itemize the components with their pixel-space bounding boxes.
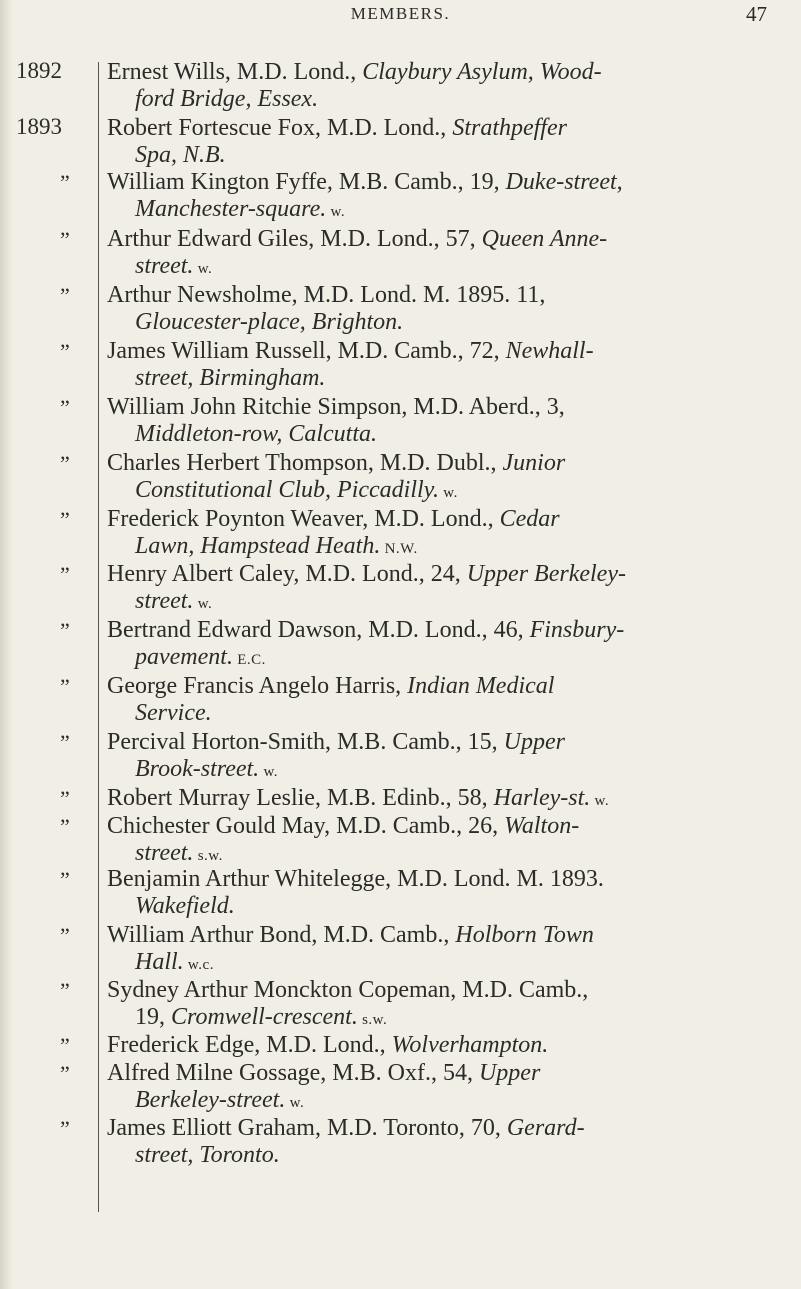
member-entry [0,281,801,337]
postal-district: w. [590,793,610,809]
member-address: Harley-st. [493,785,591,811]
entry-line-1 [107,225,607,253]
entry-line-2 [135,252,212,283]
member-entry [0,1059,801,1114]
postal-district: w. [326,204,346,220]
member-entry [0,337,801,393]
member-name-qualification: Alfred Milne Gossage, M.B. Oxf., 54, [107,1060,479,1086]
member-address: Lawn, Hampstead Heath. [135,533,381,559]
member-address: street, Birmingham. [135,365,326,391]
member-entry [0,225,801,281]
member-name-qualification: William Arthur Bond, M.D. Camb., [107,922,456,948]
postal-district: s.w. [357,1012,388,1028]
postal-district: w. [193,261,213,277]
entry-line-1 [107,449,565,477]
member-address: Hall. [135,949,184,975]
page-number: 47 [746,2,767,26]
election-year: ” [60,730,70,755]
postal-district: N.W. [380,541,418,557]
member-address: Berkeley-street. [135,1087,286,1113]
member-address: Upper [503,729,565,755]
election-year: ” [60,1033,70,1058]
member-address: Junior [502,450,566,476]
member-entry [0,728,801,784]
entry-line-1 [107,281,545,309]
member-address: Manchester-square. [135,196,327,222]
election-year: ” [60,451,70,476]
election-year: ” [60,674,70,699]
member-name-qualification: James Elliott Graham, M.D. Toronto, 70, [107,1115,507,1141]
postal-district: s.w. [193,848,223,864]
member-name-qualification: Percival Horton-Smith, M.B. Camb., 15, [107,729,504,755]
member-name-qualification: Henry Albert Caley, M.D. Lond., 24, [107,561,467,587]
entry-line-1 [107,812,579,840]
election-year: ” [60,170,70,195]
member-address: Constitutional Club, Piccadilly. [135,477,439,503]
postal-district: w. [259,764,279,780]
election-year: ” [60,814,70,839]
entry-line-1 [107,1059,540,1087]
entry-line-2 [135,364,325,392]
entry-line-1 [107,1114,585,1142]
entry-line-2 [135,195,345,226]
postal-district: w. [193,596,213,612]
entry-line-2 [135,699,212,727]
election-year: ” [60,283,70,308]
postal-district: w. [285,1095,305,1111]
entry-line-2 [135,308,403,336]
member-name-qualification: Bertrand Edward Dawson, M.D. Lond., 46, [107,617,530,643]
entry-line-1 [107,393,565,421]
entry-line-2 [135,587,212,618]
entry-line-2 [135,85,318,113]
member-address: Indian Medical [407,673,555,699]
member-entry [0,1114,801,1170]
election-year: ” [60,227,70,252]
entry-line-2 [135,476,458,507]
election-year: ” [60,1116,70,1141]
member-entry [0,114,801,168]
member-entry [0,865,801,921]
election-year: ” [60,923,70,948]
entry-line-1 [107,672,554,700]
entry-line-2 [135,1086,304,1117]
entry-line-1 [107,114,567,142]
member-entry [0,616,801,672]
member-name-qualification: Chichester Gould May, M.D. Camb., 26, [107,813,505,839]
member-name-qualification: Charles Herbert Thompson, M.D. Dubl., [107,450,503,476]
member-address: street. [135,588,194,614]
election-year: 1893 [16,114,62,139]
entry-line-1 [107,784,609,815]
election-year: ” [60,978,70,1003]
member-address: Upper [478,1060,541,1086]
election-year: ” [60,867,70,892]
member-address: Brook-street. [135,756,260,782]
member-entry [0,976,801,1031]
member-address: Claybury Asylum, Wood- [362,59,602,85]
member-entry [0,812,801,865]
entry-line-1 [107,865,604,893]
election-year: ” [60,1061,70,1086]
entry-line-1 [107,1031,548,1059]
address-number: 19, [135,1004,171,1030]
entry-line-1 [107,921,594,949]
entry-line-1 [107,616,624,644]
member-entry [0,505,801,560]
member-address: Queen Anne- [481,226,608,252]
member-name-qualification: George Francis Angelo Harris, [107,673,408,699]
entry-line-2 [135,755,278,786]
entry-line-2 [135,1003,387,1034]
member-address: Strathpeffer [452,115,567,141]
member-address: ford Bridge, Essex. [135,86,319,112]
running-head: MEMBERS. [350,4,451,23]
election-year: 1892 [16,58,62,83]
member-entry [0,168,801,225]
member-list [0,58,801,1170]
member-address: Middleton-row, Calcutta. [135,421,377,447]
member-address: street. [135,840,194,866]
entry-line-2 [135,948,214,979]
entry-line-2 [135,892,235,920]
member-entry [0,393,801,449]
member-address: street, Toronto. [135,1142,280,1168]
postal-district: E.C. [232,652,266,668]
member-address: Cromwell-crescent. [171,1004,358,1030]
member-address: Wakefield. [135,893,235,919]
member-name-qualification: Benjamin Arthur Whitelegge, M.D. Lond. M. 1893. [107,866,604,892]
member-name-qualification: Ernest Wills, M.D. Lond., [107,59,363,85]
entry-line-1 [107,728,565,756]
member-address: Walton- [504,813,580,839]
member-name-qualification: James William Russell, M.D. Camb., 72, [107,338,506,364]
election-year: ” [60,339,70,364]
election-year: ” [60,507,70,532]
member-address: Cedar [499,506,560,532]
member-address: Gerard- [506,1115,585,1141]
entry-line-1 [107,168,623,196]
postal-district: w.c. [183,957,214,973]
entry-line-1 [107,58,602,86]
member-entry [0,560,801,616]
entry-line-1 [107,560,626,588]
member-name-qualification: William Kington Fyffe, M.B. Camb., 19, [107,169,506,195]
member-name-qualification: Frederick Poynton Weaver, M.D. Lond., [107,506,500,532]
member-name-qualification: Arthur Newsholme, M.D. Lond. M. 1895. 11, [107,282,546,308]
member-address: Duke-street, [505,169,623,195]
entry-line-1 [107,337,594,365]
entry-line-2 [135,532,418,563]
member-address: Service. [135,700,212,726]
member-address: Holborn Town [455,922,594,948]
member-entry [0,1031,801,1059]
member-entry [0,672,801,728]
postal-district: w. [439,485,458,501]
member-entry [0,449,801,505]
member-entry [0,921,801,976]
member-address: pavement. [135,644,233,670]
member-name-qualification: Robert Fortescue Fox, M.D. Lond., [107,115,453,141]
member-entry [0,58,801,114]
member-name-qualification: Robert Murray Leslie, M.B. Edinb., 58, [107,785,494,811]
member-address: Wolverhampton. [391,1032,549,1058]
page-header [0,4,801,28]
member-name-qualification: Arthur Edward Giles, M.D. Lond., 57, [107,226,482,252]
member-entry [0,784,801,812]
election-year: ” [60,395,70,420]
entry-line-2 [135,420,377,448]
election-year: ” [60,786,70,811]
member-address: Upper Berkeley- [466,561,626,587]
entry-line-2 [135,141,226,169]
member-address: Finsbury- [529,617,625,643]
member-address: street. [135,253,194,279]
entry-line-2 [135,1141,280,1169]
member-name-qualification: William John Ritchie Simpson, M.D. Aberd., 3, [107,394,565,420]
entry-line-2 [135,643,266,674]
member-name-qualification: Frederick Edge, M.D. Lond., [107,1032,392,1058]
member-address: Gloucester-place, Brighton. [135,309,404,335]
entry-line-1 [107,976,588,1004]
member-name-qualification: Sydney Arthur Monckton Copeman, M.D. Camb., [107,977,589,1003]
member-address: Spa, N.B. [135,142,226,168]
election-year: ” [60,562,70,587]
entry-line-1 [107,505,560,533]
election-year: ” [60,618,70,643]
member-address: Newhall- [505,338,594,364]
